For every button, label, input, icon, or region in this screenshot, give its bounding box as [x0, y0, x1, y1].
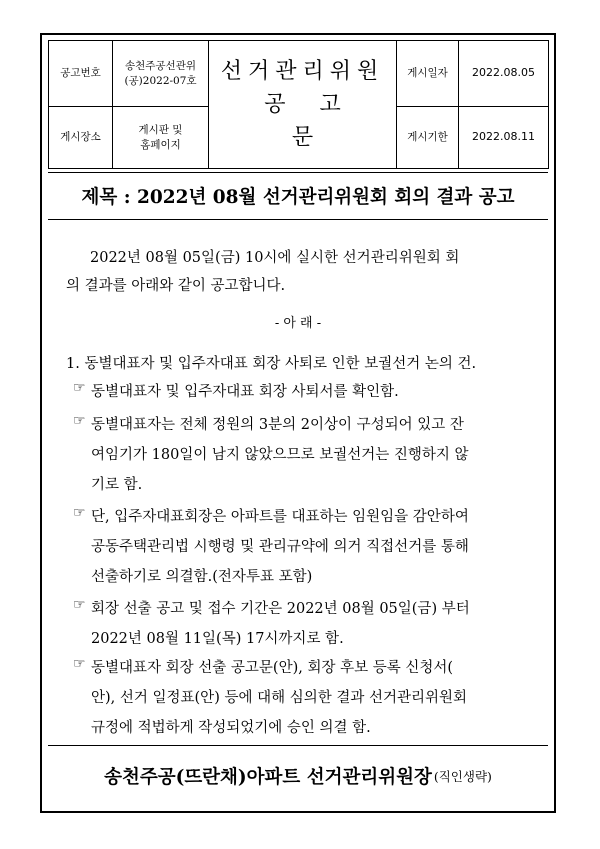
pointing-hand-icon: ☞ [73, 597, 86, 613]
resolution-item: ☞ 단, 입주자대표회장은 아파트를 대표하는 임원임을 감안하여 [73, 505, 469, 525]
resolution-item: ☞ 회장 선출 공고 및 접수 기간은 2022년 08월 05일(금) 부터 [73, 597, 470, 617]
notice-title: 선거관리위원 공고문 [209, 41, 397, 169]
resolution-item-continuation: 기로 함. [91, 477, 143, 493]
document-subject: 제목 : 2022년 08월 선거관리위원회 회의 결과 공고 [48, 172, 548, 220]
resolution-item: ☞ 동별대표자 및 입주자대표 회장 사퇴서를 확인함. [73, 380, 399, 400]
resolution-item: ☞ 동별대표자 회장 선출 공고문(안), 회장 후보 등록 신청서( [73, 656, 453, 676]
notice-number-label: 공고번호 [49, 41, 113, 107]
seal-note: (직인생략) [433, 768, 492, 784]
resolution-item-continuation: 안), 선거 일정표(안) 등에 대해 심의한 결과 선거관리위원회 [91, 690, 468, 706]
resolution-item-continuation: 선출하기로 의결함.(전자투표 포함) [91, 569, 313, 585]
posting-place-label: 게시장소 [49, 107, 113, 169]
footer-signature [48, 745, 548, 805]
pointing-hand-icon: ☞ [73, 413, 86, 429]
notice-header-table [48, 40, 549, 169]
pointing-hand-icon: ☞ [73, 656, 86, 672]
pointing-hand-icon: ☞ [73, 505, 86, 521]
below-marker: - 아 래 - [274, 316, 322, 331]
intro-line-2: 의 결과를 아래와 같이 공고합니다. [66, 278, 286, 294]
resolution-item-continuation: 공동주택관리법 시행령 및 관리규약에 의거 직접선거를 통해 [91, 539, 469, 555]
resolution-item-continuation: 여임기가 180일이 남지 않았으므로 보궐선거는 진행하지 않 [91, 447, 469, 463]
posting-period-value: 2022.08.11 [459, 107, 549, 169]
agenda-item-1: 1. 동별대표자 및 입주자대표 회장 사퇴로 인한 보궐선거 논의 건. [66, 356, 477, 372]
notice-number-value: 송천주공선관위 (공)2022-07호 [113, 41, 209, 107]
intro-line-1: 2022년 08월 05일(금) 10시에 실시한 선거관리위원회 회 [90, 250, 460, 266]
posting-date-label: 게시일자 [397, 41, 459, 107]
resolution-item-continuation: 규정에 적법하게 작성되었기에 승인 의결 함. [91, 720, 371, 736]
posting-period-label: 게시기한 [397, 107, 459, 169]
resolution-item-continuation: 2022년 08월 11일(목) 17시까지로 함. [91, 631, 344, 647]
resolution-item: ☞ 동별대표자는 전체 정원의 3분의 2이상이 구성되어 있고 잔 [73, 413, 464, 433]
posting-date-value: 2022.08.05 [459, 41, 549, 107]
signature-text: 송천주공(뜨란채)아파트 선거관리위원장 [104, 766, 432, 788]
posting-place-value: 게시판 및 홈페이지 [113, 107, 209, 169]
pointing-hand-icon: ☞ [73, 380, 86, 396]
